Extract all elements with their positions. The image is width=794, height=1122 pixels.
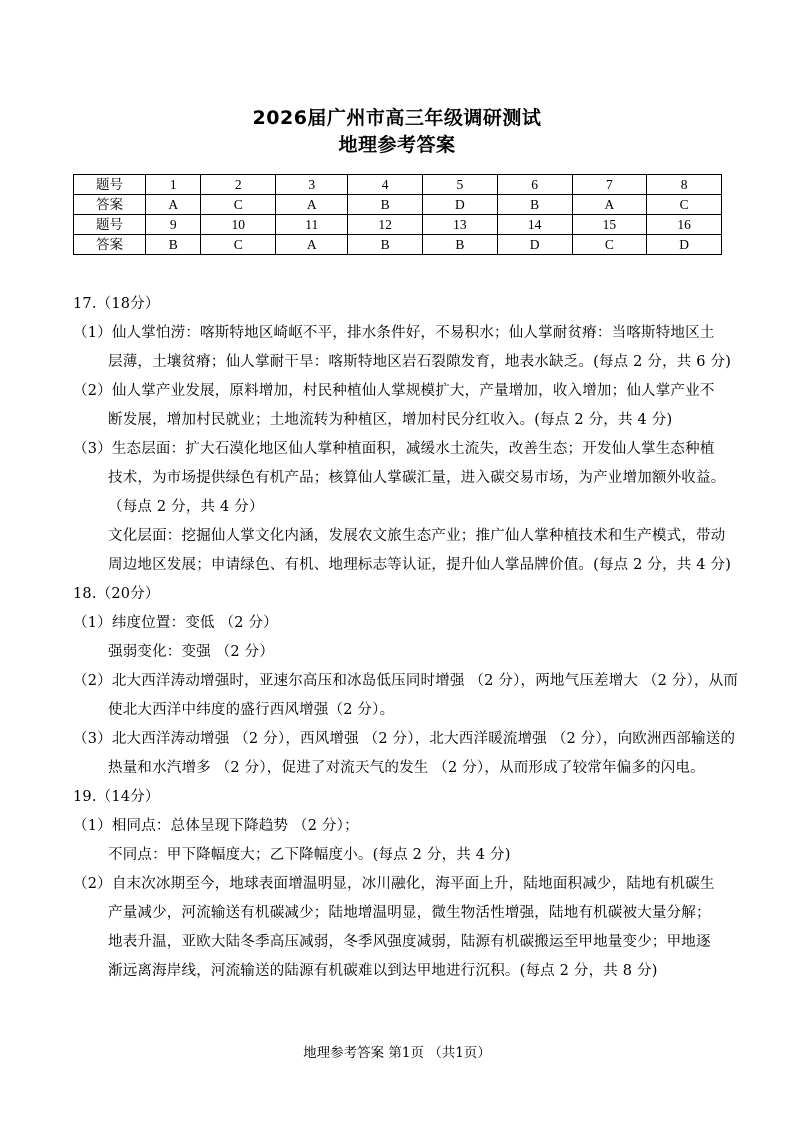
answer-content <box>73 290 739 986</box>
question-number: 13 <box>423 215 498 235</box>
page-footer: 地理参考答案 第1页 （共1页） <box>303 1045 491 1061</box>
question-number: 3 <box>276 175 348 195</box>
answer-cell: D <box>423 195 498 215</box>
table-row-questions-2 <box>74 215 722 235</box>
question-number: 15 <box>572 215 647 235</box>
answer-line: （1）仙人掌怕涝：喀斯特地区崎岖不平，排水条件好，不易积水；仙人掌耐贫瘠：当喀斯特地区土 <box>73 325 715 341</box>
answer-line: 技术，为市场提供绿色有机产品；核算仙人掌碳汇量，进入碳交易市场，为产业增加额外收益。 <box>108 470 726 486</box>
question-number: 2 <box>201 175 276 195</box>
answer-line: （1）纬度位置：变低 （2 分） <box>73 615 278 631</box>
question-number: 4 <box>348 175 423 195</box>
page-subtitle: 地理参考答案 <box>338 134 456 156</box>
question-number: 14 <box>497 215 572 235</box>
answer-line: 文化层面：挖掘仙人掌文化内涵，发展农文旅生态产业；推广仙人掌种植技术和生产模式，带动 <box>108 528 726 544</box>
answer-cell: A <box>276 235 348 255</box>
table-row-answers-2 <box>74 235 722 255</box>
question-number: 6 <box>497 175 572 195</box>
answer-line: 热量和水汽增多 （2 分），促进了对流天气的发生 （2 分），从而形成了较常年偏多的闪电。 <box>108 760 705 776</box>
answer-cell: A <box>276 195 348 215</box>
table-row-questions-1 <box>74 175 722 195</box>
question-number: 16 <box>647 215 722 235</box>
answer-line: 使北大西洋中纬度的盛行西风增强（2 分）。 <box>108 702 395 718</box>
row-label-answer: 答案 <box>74 195 146 215</box>
answer-line: 断发展，增加村民就业；土地流转为种植区，增加村民分红收入。(每点 2 分，共 4 分) <box>108 412 673 428</box>
question-number: 9 <box>146 215 201 235</box>
answer-cell: B <box>348 195 423 215</box>
answer-cell: C <box>201 195 276 215</box>
question-18-heading: 18.（20分） <box>73 586 160 602</box>
answer-line: 周边地区发展；申请绿色、有机、地理标志等认证，提升仙人掌品牌价值。(每点 2 分，共 4 分) <box>108 557 732 573</box>
answer-line: 层薄，土壤贫瘠；仙人掌耐干旱：喀斯特地区岩石裂隙发育，地表水缺乏。(每点 2 分，共 6 分) <box>108 354 732 370</box>
question-number: 12 <box>348 215 423 235</box>
answer-cell: B <box>348 235 423 255</box>
row-label-question: 题号 <box>74 215 146 235</box>
answer-cell: B <box>146 235 201 255</box>
page-title: 2026届广州市高三年级调研测试 <box>252 107 542 129</box>
question-19-heading: 19.（14分） <box>73 789 160 805</box>
answer-line: （3）北大西洋涛动增强 （2 分），西风增强 （2 分），北大西洋暖流增强 （2 分），向欧洲西部输送的 <box>73 731 736 747</box>
question-number: 10 <box>201 215 276 235</box>
answer-line: 产量减少，河流输送有机碳减少；陆地增温明显，微生物活性增强，陆地有机碳被大量分解； <box>108 905 711 921</box>
answer-line: （2）仙人掌产业发展，原料增加，村民种植仙人掌规模扩大，产量增加，收入增加；仙人掌产业不 <box>73 383 715 399</box>
question-17-heading: 17.（18分） <box>73 296 160 312</box>
answer-cell: D <box>497 235 572 255</box>
row-label-answer: 答案 <box>74 235 146 255</box>
answer-line: （1）相同点：总体呈现下降趋势 （2 分）； <box>73 818 359 834</box>
answer-cell: C <box>647 195 722 215</box>
answer-line: 地表升温，亚欧大陆冬季高压减弱，冬季风强度减弱，陆源有机碳搬运至甲地量变少；甲地逐 <box>108 934 711 950</box>
answer-line: （每点 2 分，共 4 分） <box>108 499 264 515</box>
question-number: 11 <box>276 215 348 235</box>
answer-cell: D <box>647 235 722 255</box>
question-number: 8 <box>647 175 722 195</box>
answer-line: 不同点：甲下降幅度大；乙下降幅度小。(每点 2 分，共 4 分) <box>108 847 511 863</box>
answer-cell: B <box>423 235 498 255</box>
answer-line: （3）生态层面：扩大石漠化地区仙人掌种植面积，减缓水土流失，改善生态；开发仙人掌生态种植 <box>73 441 715 457</box>
question-number: 1 <box>146 175 201 195</box>
question-number: 7 <box>572 175 647 195</box>
answer-line: 渐远离海岸线，河流输送的陆源有机碳难以到达甲地进行沉积。(每点 2 分，共 8 分) <box>108 963 658 979</box>
answer-line: （2）北大西洋涛动增强时，亚速尔高压和冰岛低压同时增强 （2 分），两地气压差增大 （2 分），从而 <box>73 673 739 689</box>
answer-cell: B <box>497 195 572 215</box>
row-label-question: 题号 <box>74 175 146 195</box>
answer-cell: A <box>572 195 647 215</box>
answer-table <box>73 174 722 255</box>
answer-cell: C <box>572 235 647 255</box>
answer-cell: A <box>146 195 201 215</box>
table-row-answers-1 <box>74 195 722 215</box>
answer-cell: C <box>201 235 276 255</box>
answer-line: 强弱变化：变强 （2 分） <box>108 644 275 660</box>
question-number: 5 <box>423 175 498 195</box>
answer-line: （2）自末次冰期至今，地球表面增温明显，冰川融化，海平面上升，陆地面积减少，陆地有机碳生 <box>73 876 715 892</box>
